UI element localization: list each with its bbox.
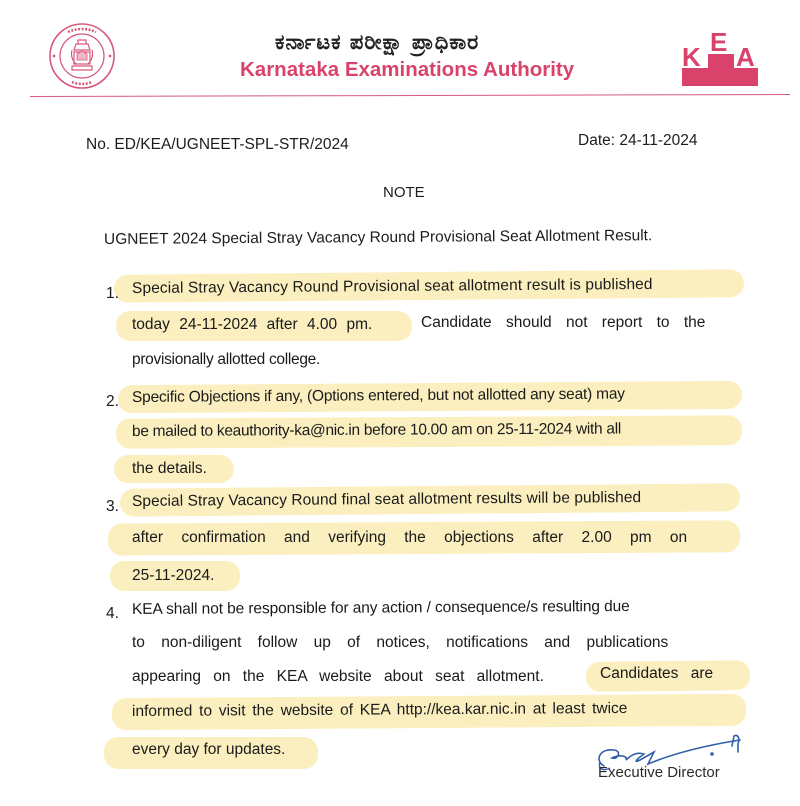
item-1-line-1: Special Stray Vacancy Round Provisional seat allotment result is published (131, 275, 653, 297)
note-title: NOTE (383, 184, 425, 201)
item-2-line-2: be mailed to keauthority-ka@nic.in before 10.00 am on 25-11-2024 with all (131, 420, 622, 440)
signatory-designation: Executive Director (598, 764, 720, 781)
item-3-line-3: 25-11-2024. (132, 567, 215, 584)
item-number: 1. (106, 285, 119, 302)
kea-logo-e: E (710, 27, 728, 57)
item-number: 2. (106, 393, 119, 410)
item-4-line-3b: Candidates are (600, 665, 714, 682)
item-4-line-1: KEA shall not be responsible for any action / consequence/s resulting due (131, 597, 630, 618)
karnataka-emblem-icon (48, 22, 116, 90)
item-1-line-2a: today 24-11-2024 after 4.00 pm. (132, 316, 373, 333)
item-4-line-5: every day for updates. (132, 741, 286, 758)
kea-logo-a: A (736, 42, 755, 72)
reference-number: No. ED/KEA/UGNEET-SPL-STR/2024 (86, 136, 349, 153)
kea-logo (678, 24, 768, 88)
item-3-line-1: Special Stray Vacancy Round final seat allotment results will be published (131, 489, 642, 510)
item-1-line-3: provisionally allotted college. (132, 351, 321, 368)
item-3-line-2: after confirmation and verifying the objections after 2.00 pm on (132, 529, 688, 546)
letterhead (0, 0, 800, 105)
item-2-line-1: Specific Objections if any, (Options entered, but not allotted any seat) may (131, 385, 625, 406)
item-4-line-4: informed to visit the website of KEA http://kea.kar.nic.in at least twice (131, 699, 628, 720)
item-4-line-3a: appearing on the KEA website about seat allotment. (132, 668, 544, 685)
org-name-english: Karnataka Examinations Authority (240, 58, 575, 81)
item-number: 4. (106, 605, 119, 622)
header-divider (30, 94, 790, 97)
item-4-line-2: to non-diligent follow up of notices, notifications and publications (132, 634, 669, 651)
note-subject: UGNEET 2024 Special Stray Vacancy Round Provisional Seat Allotment Result. (103, 227, 653, 248)
document-date: Date: 24-11-2024 (578, 132, 698, 149)
item-number: 3. (106, 498, 119, 515)
item-1-line-2b: Candidate should not report to the (421, 314, 706, 331)
kea-logo-k: K (682, 42, 701, 72)
org-name-kannada: ಕರ್ನಾಟಕ ಪರೀಕ್ಷಾ ಪ್ರಾಧಿಕಾರ (275, 30, 480, 54)
item-2-line-3: the details. (132, 460, 207, 477)
